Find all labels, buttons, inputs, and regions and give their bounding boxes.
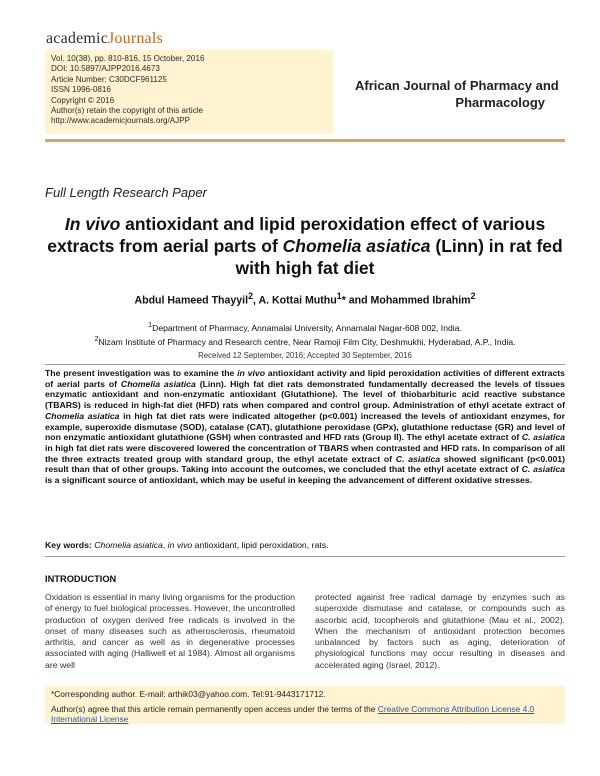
intro-paragraph-2: protected against free radical damage by enzymes such as superoxide dismutase and catalase, or compounds such as ascorbic acid, tocopherols and glutathione (Mau et al., 2002). When the mechanism of antioxidant protection becomes unbalanced by factors such as aging, deterioration of physiological functions may occur resulting in diseases and accelerated aging (Israel, 2012).	[315, 592, 565, 670]
meta-rights: Author(s) retain the copyright of this article	[51, 106, 204, 116]
author-list	[45, 291, 565, 307]
paper-title	[45, 213, 565, 279]
abstract-text: in high fat diet rats were indicated altogether (p<0.001) increased the levels of antioxidant enzymes, for example, superoxide dismutase (SOD), catalase (CAT), glutathione peroxidase (GPx), glutathione reductase (GR) and level of non enzymatic antioxidant glutathione (GSH) when contrasted and HFD rats (Group II). The ethyl acetate extract of	[45, 410, 565, 443]
journal-name	[355, 77, 565, 111]
keywords-label: Key words:	[45, 540, 92, 550]
title-italic-2: Chomelia asiatica	[282, 236, 431, 256]
license-statement	[51, 704, 559, 725]
abstract-italic: C. asiatica	[395, 453, 441, 464]
journal-name-line-2: Pharmacology	[455, 95, 545, 110]
keyword-italic: Chomelia asiatica	[91, 540, 163, 550]
logo-part-2: Journals	[108, 30, 163, 47]
abstract-top-rule	[45, 364, 565, 365]
journal-logo	[46, 30, 163, 48]
article-meta-box	[45, 50, 333, 134]
keyword-text: antioxidant, lipid peroxidation, rats.	[192, 540, 329, 550]
introduction-heading: INTRODUCTION	[45, 574, 117, 584]
paper-type: Full Length Research Paper	[45, 185, 207, 200]
author-1: Abdul Hameed Thayyil	[134, 294, 249, 307]
abstract-italic: C. asiatica	[521, 432, 566, 443]
abstract-text: (Linn). High fat diet rats demonstrated fundamentally decreased the levels of tissues enzymatic antioxidant and non-enzymatic antioxidant (Glutathione). The level of thiobarbituric acid reactive substance (TBARS) is reduced in high-fat diet (HFD) rats when compared and control group. Administration of ethyl acetate extract of	[45, 378, 565, 411]
author-3: and Mohammed Ibrahim	[345, 294, 471, 307]
author-1-sup: 2	[248, 291, 253, 301]
author-3-sup: 2	[470, 291, 476, 301]
author-2: , A. Kottai Muthu	[253, 294, 337, 307]
abstract-text: antioxidant activity and lipid peroxidation activities of different extracts of aerial parts of	[45, 368, 565, 389]
affiliation-2-sup: 2	[94, 334, 99, 343]
received-dates: Received 12 September, 2016; Accepted 30 September, 2016	[198, 351, 412, 360]
license-link[interactable]: Creative Commons Attribution License 4.0 International License	[51, 703, 535, 724]
corresponding-author: *Corresponding author. E-mail: arthik03@yahoo.com. Tel:91-9443171712.	[51, 689, 326, 699]
abstract-text: The present investigation was to examine the	[45, 368, 238, 378]
journal-name-line-1: African Journal of Pharmacy and	[355, 78, 559, 93]
introduction-column-2	[315, 592, 565, 671]
license-text: Author(s) agree that this article remain permanently open access under the terms of the	[51, 703, 378, 714]
keyword-italic: in vivo	[167, 540, 193, 550]
abstract-text: showed significant (p<0.001) result than that of other groups. Taking into account the outcomes, we concluded that the ethyl acetate extract of	[45, 453, 566, 475]
title-italic-1: In vivo	[64, 214, 121, 234]
meta-issn: ISSN 1996-0816	[51, 85, 111, 95]
abstract-italic: Chomelia asiatica	[120, 378, 196, 389]
meta-doi: DOI: 10.5897/AJPP2016.4673	[51, 64, 160, 74]
header-divider	[45, 139, 565, 142]
meta-copyright: Copyright © 2016	[51, 95, 115, 105]
intro-paragraph-1: Oxidation is essential in many living organisms for the production of energy to fuel biological processes. However, the uncontrolled production of oxygen derived free radicals is involved in the onset of many diseases such as atherosclerosis, rheumatoid arthritis, and cancer as well as in degenerative processes associated with aging (Halliwell et al 1984). Almost all organisms are well	[45, 592, 295, 670]
meta-url[interactable]: http://www.academicjournals.org/AJPP	[51, 116, 191, 126]
abstract-text: is a significant source of antioxidant, which may be useful in keeping the advancement of different oxidative stresses.	[45, 475, 533, 486]
author-2-sup: 1	[336, 291, 342, 301]
footnote-box	[45, 686, 565, 724]
keyword-text: ,	[162, 540, 168, 550]
affiliation-1	[45, 320, 565, 334]
keywords	[45, 540, 565, 551]
affiliation-1-sup: 1	[148, 321, 153, 329]
title-text-1: antioxidant and lipid peroxidation effect of various extracts from aerial parts of	[47, 214, 546, 256]
affiliation-1-text: Department of Pharmacy, Annamalai University, Annamalai Nagar-608 002, India.	[152, 322, 462, 333]
meta-volume: Vol. 10(38), pp. 810-816, 15 October, 2016	[51, 54, 205, 63]
affiliation-2	[45, 334, 565, 348]
affiliation-2-text: Nizam Institute of Pharmacy and Research centre, Near Ramoji Film City, Deshmukhi, Hyderabad, A.P., India.	[98, 336, 516, 347]
affiliations	[45, 320, 565, 348]
abstract-italic: C. asiatica	[521, 464, 565, 475]
abstract	[45, 368, 565, 486]
meta-article-number: Article Number: C30DCF961125	[51, 74, 167, 84]
introduction-column-1	[45, 592, 295, 671]
abstract-text: in high fat diet rats were discovered lowered the concentration of TBARS when contrasted and HFD rats. In comparison of all the three extracts treated group with standard group, the ethyl acetate extract of	[45, 442, 565, 464]
logo-part-1: academic	[46, 30, 108, 47]
keywords-bottom-rule	[45, 556, 565, 557]
abstract-italic: in vivo	[237, 368, 266, 378]
title-text-2: (Linn) in rat fed with high fat diet	[235, 236, 563, 278]
corresponding-star: *	[341, 294, 346, 307]
abstract-italic: Chomelia asiatica	[45, 410, 120, 421]
